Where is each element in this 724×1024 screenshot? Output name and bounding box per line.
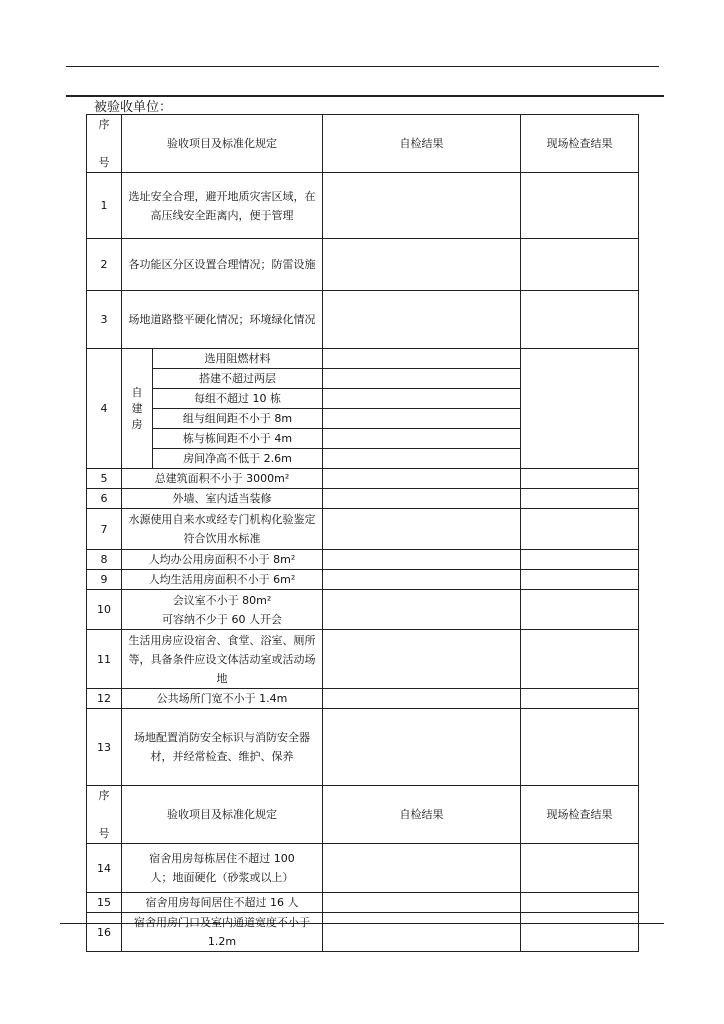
table-row: 2 各功能区分区设置合理情况；防雷设施 bbox=[87, 239, 639, 291]
site-check-cell[interactable] bbox=[521, 291, 639, 349]
site-check-cell[interactable] bbox=[521, 844, 639, 893]
self-check-cell[interactable] bbox=[323, 689, 521, 709]
table-row: 15 宿舍用房每间居住不超过 16 人 bbox=[87, 893, 639, 913]
site-check-cell[interactable] bbox=[521, 550, 639, 570]
site-check-header: 现场检查结果 bbox=[521, 786, 639, 844]
site-check-cell[interactable] bbox=[521, 590, 639, 630]
table-row: 11 生活用房应设宿舍、食堂、浴室、厕所等，具备条件应设文体活动室或活动场地 bbox=[87, 630, 639, 689]
self-check-cell[interactable] bbox=[323, 550, 521, 570]
site-check-cell[interactable] bbox=[521, 689, 639, 709]
table-row: 14 宿舍用房每栋居住不超过 100 人；地面硬化（砂浆或以上） bbox=[87, 844, 639, 893]
self-check-cell[interactable] bbox=[323, 389, 521, 409]
self-check-cell[interactable] bbox=[323, 349, 521, 369]
seq-header: 序 号 bbox=[87, 786, 122, 844]
table-row: 每组不超过 10 栋 bbox=[87, 389, 639, 409]
inspected-unit-label: 被验收单位： bbox=[94, 100, 173, 115]
site-check-cell[interactable] bbox=[521, 173, 639, 239]
self-check-cell[interactable] bbox=[323, 429, 521, 449]
acceptance-table bbox=[86, 114, 639, 952]
table-row: 12 公共场所门宽不小于 1.4m bbox=[87, 689, 639, 709]
item-header: 验收项目及标准化规定 bbox=[122, 115, 323, 173]
self-check-cell[interactable] bbox=[323, 913, 521, 952]
seq-header: 序 号 bbox=[87, 115, 122, 173]
self-check-cell[interactable] bbox=[323, 239, 521, 291]
table-row: 搭建不超过两层 bbox=[87, 369, 639, 389]
site-check-cell[interactable] bbox=[521, 469, 639, 489]
table-row: 房间净高不低于 2.6m bbox=[87, 449, 639, 469]
self-check-cell[interactable] bbox=[323, 489, 521, 509]
self-check-cell[interactable] bbox=[323, 570, 521, 590]
site-check-cell[interactable] bbox=[521, 239, 639, 291]
site-check-cell[interactable] bbox=[521, 913, 639, 952]
self-check-cell[interactable] bbox=[323, 590, 521, 630]
site-check-cell[interactable] bbox=[521, 630, 639, 689]
top-rule bbox=[66, 66, 659, 67]
self-check-cell[interactable] bbox=[323, 409, 521, 429]
site-check-cell[interactable] bbox=[521, 349, 639, 469]
self-check-cell[interactable] bbox=[323, 509, 521, 550]
self-check-cell[interactable] bbox=[323, 449, 521, 469]
self-check-cell[interactable] bbox=[323, 291, 521, 349]
table-row: 8 人均办公用房面积不小于 8m² bbox=[87, 550, 639, 570]
table-row: 4 自建房 选用阻燃材料 bbox=[87, 349, 639, 369]
self-check-cell[interactable] bbox=[323, 369, 521, 389]
repeated-header-row bbox=[87, 786, 639, 844]
site-check-cell[interactable] bbox=[521, 893, 639, 913]
table-row: 9 人均生活用房面积不小于 6m² bbox=[87, 570, 639, 590]
table-row: 3 场地道路整平硬化情况；环境绿化情况 bbox=[87, 291, 639, 349]
table-row: 栋与栋间距不小于 4m bbox=[87, 429, 639, 449]
item-header: 验收项目及标准化规定 bbox=[122, 786, 323, 844]
table-row: 1 选址安全合理，避开地质灾害区域，在高压线安全距离内，便于管理 bbox=[87, 173, 639, 239]
table-row: 5 总建筑面积不小于 3000m² bbox=[87, 469, 639, 489]
self-check-cell[interactable] bbox=[323, 844, 521, 893]
table-row: 7 水源使用自来水或经专门机构化验鉴定符合饮用水标准 bbox=[87, 509, 639, 550]
table-row: 组与组间距不小于 8m bbox=[87, 409, 639, 429]
site-check-cell[interactable] bbox=[521, 709, 639, 786]
self-check-header: 自检结果 bbox=[323, 115, 521, 173]
self-check-cell[interactable] bbox=[323, 893, 521, 913]
header-row bbox=[87, 115, 639, 173]
self-check-cell[interactable] bbox=[323, 173, 521, 239]
self-check-cell[interactable] bbox=[323, 630, 521, 689]
table-row: 10 会议室不小于 80m² 可容纳不少于 60 人开会 bbox=[87, 590, 639, 630]
table-row: 13 场地配置消防安全标识与消防安全器材，并经常检查、维护、保养 bbox=[87, 709, 639, 786]
self-check-header: 自检结果 bbox=[323, 786, 521, 844]
table-row: 6 外墙、室内适当装修 bbox=[87, 489, 639, 509]
self-check-cell[interactable] bbox=[323, 469, 521, 489]
header-rule bbox=[66, 95, 664, 97]
table-row: 16 宿舍用房门口及室内通道宽度不小于 1.2m bbox=[87, 913, 639, 952]
site-check-cell[interactable] bbox=[521, 509, 639, 550]
self-check-cell[interactable] bbox=[323, 709, 521, 786]
site-check-cell[interactable] bbox=[521, 570, 639, 590]
site-check-cell[interactable] bbox=[521, 489, 639, 509]
self-built-label: 自建房 bbox=[122, 349, 153, 469]
site-check-header: 现场检查结果 bbox=[521, 115, 639, 173]
